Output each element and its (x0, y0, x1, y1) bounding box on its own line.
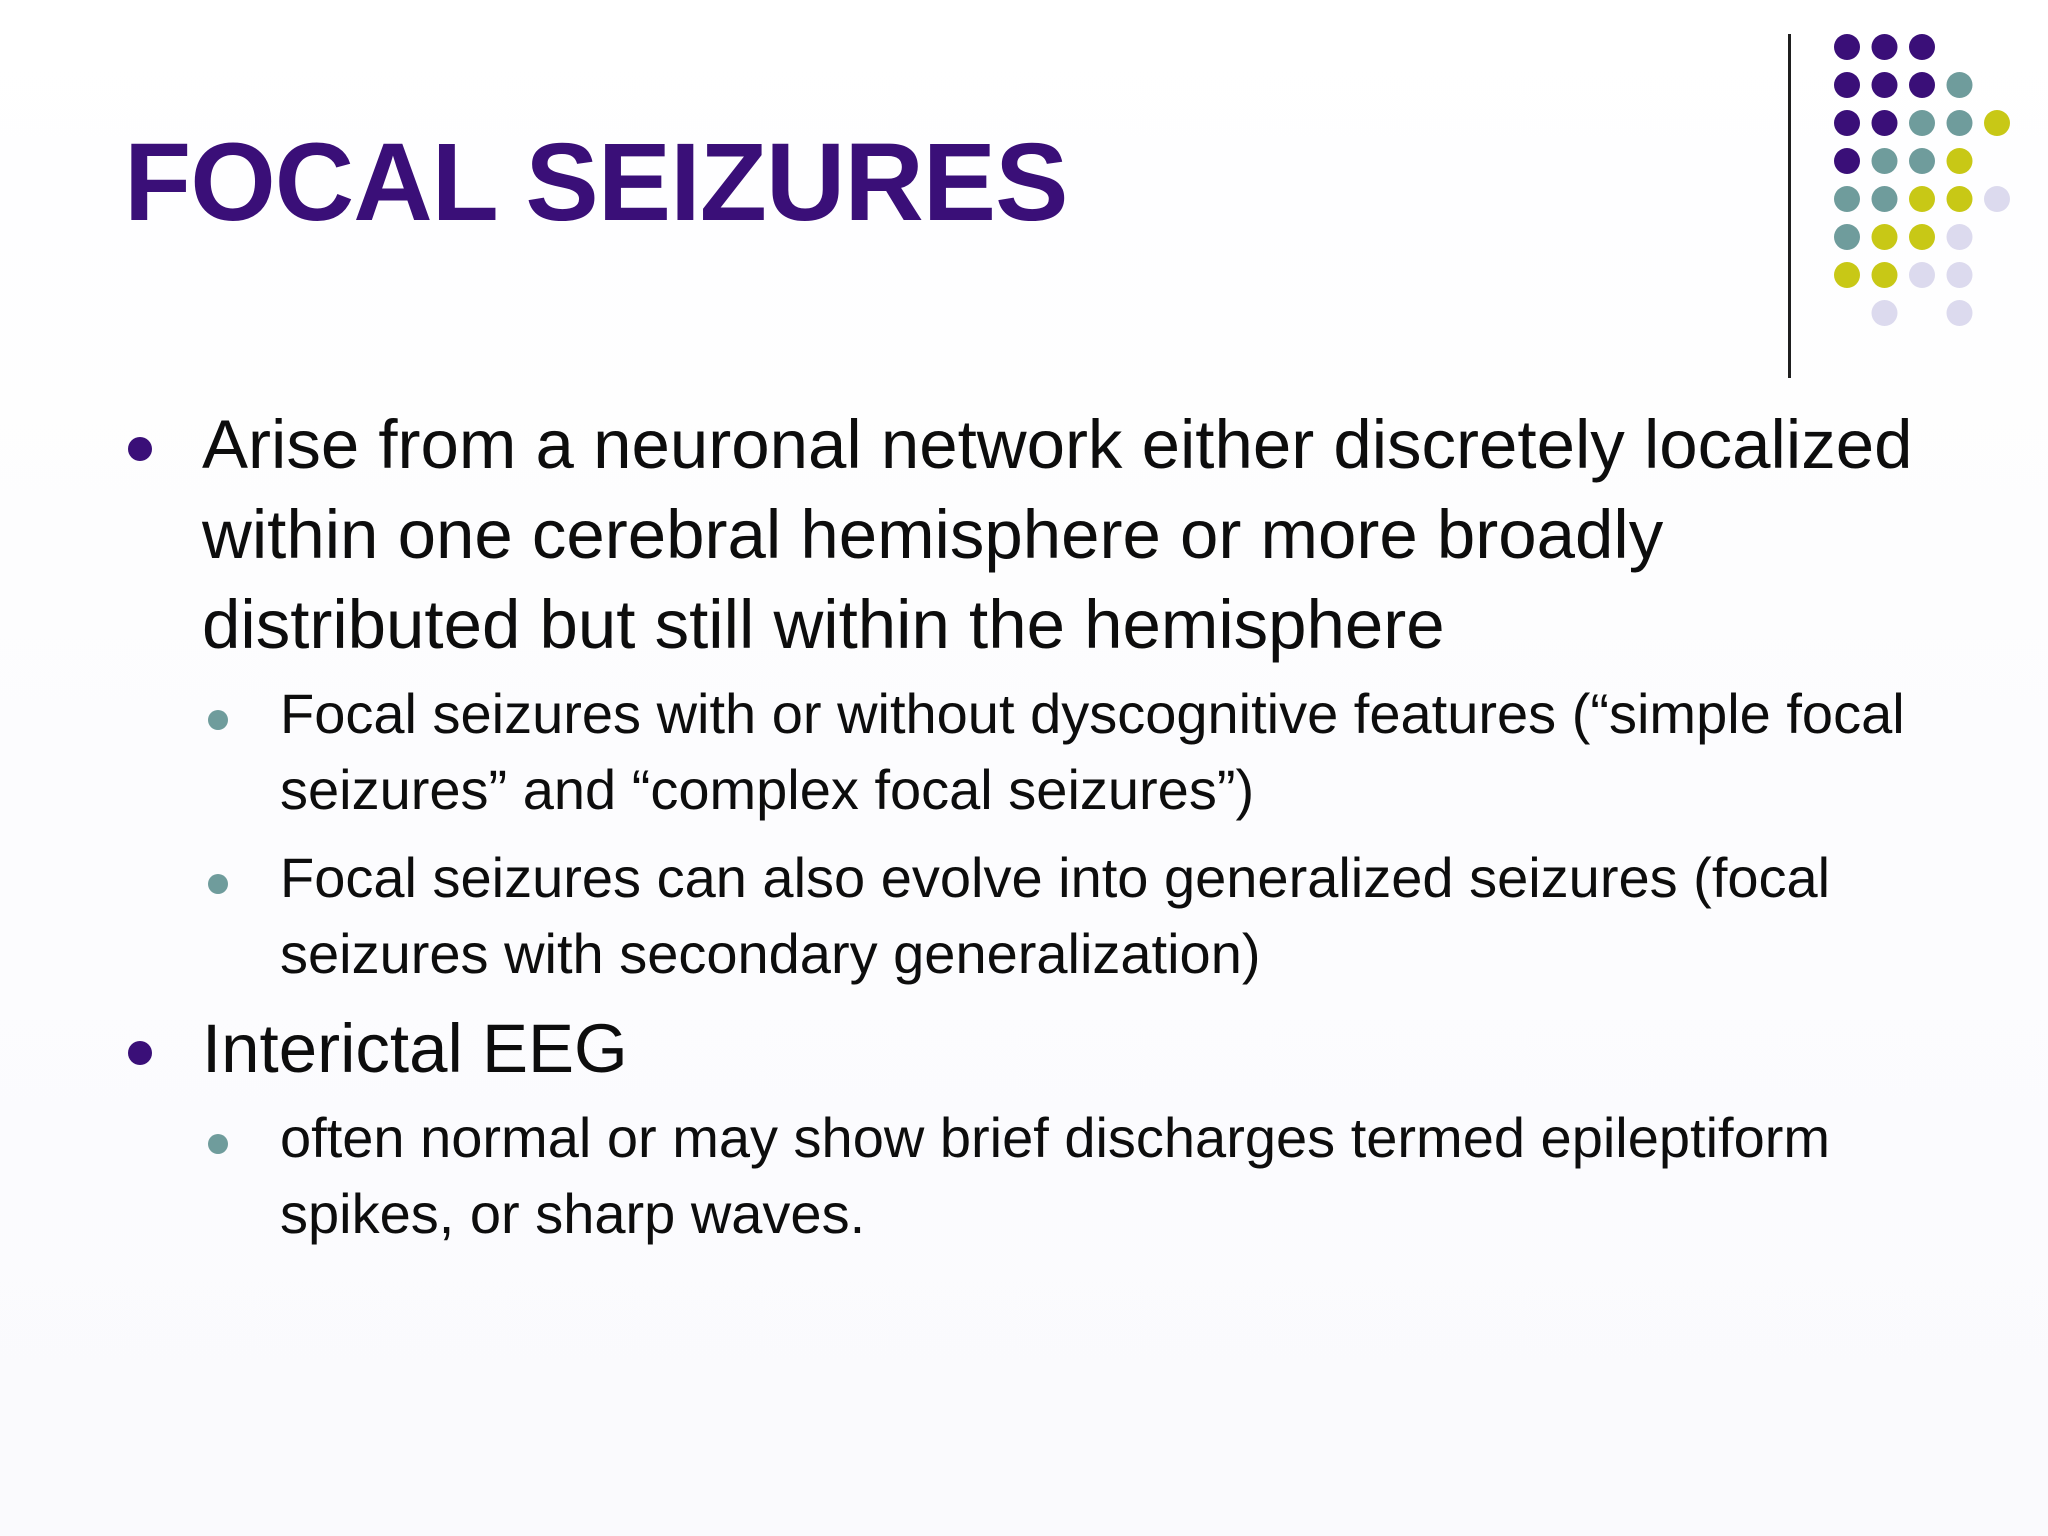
decor-dot-lavender (1947, 300, 1973, 326)
decor-dot-purple (1834, 72, 1860, 98)
bullet-dot-icon (128, 437, 152, 461)
decor-dot-purple (1872, 34, 1898, 60)
sub-bullet-item-1-2 (202, 840, 1924, 992)
slide-title: FOCAL SEIZURES (124, 121, 1068, 244)
bullet-text: Interictal EEG (202, 1010, 628, 1087)
decor-dot-lavender (1984, 186, 2010, 212)
decor-dot-teal (1834, 186, 1860, 212)
sub-bullet-text: Focal seizures with or without dyscognitive features (“simple focal seizures” and “complex focal seizures”) (280, 682, 1905, 821)
decor-dot-purple (1834, 148, 1860, 174)
decor-dot-teal (1872, 148, 1898, 174)
decor-dot-lavender (1909, 262, 1935, 288)
decor-dot-teal (1834, 224, 1860, 250)
decor-dot-purple (1872, 110, 1898, 136)
decor-dot-teal (1947, 72, 1973, 98)
decor-dot-olive (1872, 224, 1898, 250)
decor-dot-purple (1909, 34, 1935, 60)
decor-dot-olive (1834, 262, 1860, 288)
decor-dot-teal (1909, 110, 1935, 136)
decor-dot-teal (1947, 110, 1973, 136)
sub-bullet-list (202, 676, 1924, 992)
decor-dot-purple (1872, 72, 1898, 98)
bullet-text: Arise from a neuronal network either discretely localized within one cerebral hemisphere or more broadly distributed but still within the hemisphere (202, 406, 1913, 663)
sub-bullet-dot-icon (208, 874, 228, 894)
sub-bullet-item-1-1 (202, 676, 1924, 828)
slide-content (124, 400, 1924, 1264)
decor-dot-purple (1834, 110, 1860, 136)
decor-dot-olive (1947, 186, 1973, 212)
decor-dot-olive (1909, 186, 1935, 212)
decor-dot-teal (1909, 148, 1935, 174)
bullet-dot-icon (128, 1041, 152, 1065)
sub-bullet-list (202, 1100, 1924, 1252)
decor-dot-teal (1872, 186, 1898, 212)
decor-dot-lavender (1947, 262, 1973, 288)
sub-bullet-item-2-1 (202, 1100, 1924, 1252)
decor-dot-purple (1834, 34, 1860, 60)
decor-dot-olive (1872, 262, 1898, 288)
sub-bullet-text: Focal seizures can also evolve into generalized seizures (focal seizures with secondary generalization) (280, 846, 1831, 985)
decor-dot-olive (1984, 110, 2010, 136)
bullet-item-2 (124, 1004, 1924, 1252)
decor-dot-lavender (1872, 300, 1898, 326)
sub-bullet-text: often normal or may show brief discharges termed epileptiform spikes, or sharp waves. (280, 1106, 1831, 1245)
sub-bullet-dot-icon (208, 710, 228, 730)
sub-bullet-dot-icon (208, 1134, 228, 1154)
decor-dot-purple (1909, 72, 1935, 98)
decor-dot-olive (1947, 148, 1973, 174)
decorative-vertical-divider (1788, 34, 1791, 378)
bullet-list (124, 400, 1924, 1252)
decor-dot-lavender (1947, 224, 1973, 250)
decor-dot-olive (1909, 224, 1935, 250)
bullet-item-1 (124, 400, 1924, 992)
